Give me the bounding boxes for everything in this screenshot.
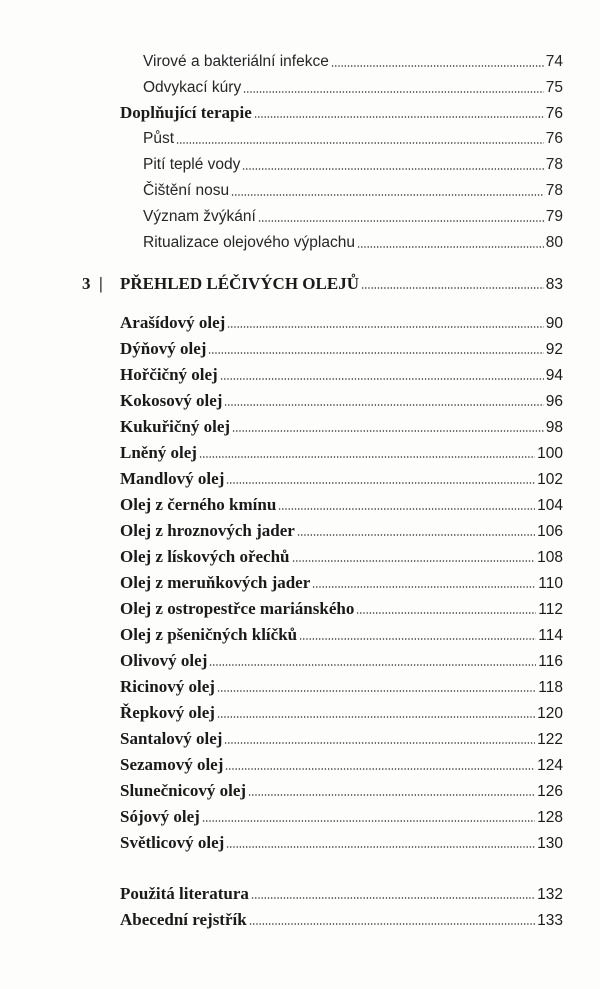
dot-leader	[297, 534, 535, 536]
oil-entry[interactable]	[120, 598, 563, 620]
page-number: 96	[545, 393, 563, 410]
dot-leader	[331, 65, 544, 67]
dot-leader	[199, 456, 535, 458]
chapter-number: 3 |	[82, 274, 103, 293]
oil-entry[interactable]	[120, 364, 563, 386]
dot-leader	[226, 846, 535, 848]
page-number: 78	[545, 156, 563, 173]
oil-entry[interactable]	[120, 520, 563, 542]
dot-leader	[243, 91, 544, 93]
oil-entry[interactable]	[120, 832, 563, 854]
entry-title: Doplňující terapie	[120, 103, 252, 122]
page-number: 92	[545, 341, 563, 358]
dot-leader	[299, 638, 536, 640]
entry-title: Olej z lískových ořechů	[120, 547, 290, 566]
oil-entry[interactable]	[120, 468, 563, 490]
page-number: 98	[545, 419, 563, 436]
page-number: 106	[537, 523, 563, 540]
page-number: 102	[537, 471, 563, 488]
subsection-entry[interactable]	[143, 77, 563, 99]
page-number: 120	[537, 705, 563, 722]
page-number: 124	[537, 757, 563, 774]
entry-title: Abecední rejstřík	[120, 910, 247, 929]
entry-title: Virové a bakteriální infekce	[143, 53, 329, 70]
page-number: 114	[538, 627, 563, 644]
dot-leader	[176, 142, 544, 144]
entry-title: Lněný olej	[120, 443, 197, 462]
oil-entry[interactable]	[120, 494, 563, 516]
dot-leader	[258, 220, 544, 222]
dot-leader	[231, 194, 544, 196]
oil-entry[interactable]	[120, 806, 563, 828]
entry-title: Sójový olej	[120, 807, 200, 826]
entry-title: Olej z černého kmínu	[120, 495, 277, 514]
dot-leader	[278, 508, 535, 510]
dot-leader	[248, 794, 535, 796]
page-number: 133	[537, 912, 563, 929]
dot-leader	[361, 287, 544, 289]
oil-entry[interactable]	[120, 650, 563, 672]
chapter-title: PŘEHLED LÉČIVÝCH OLEJŮ	[120, 274, 359, 293]
subsection-entry[interactable]	[143, 206, 563, 228]
dot-leader	[232, 430, 544, 432]
entry-title: Čištění nosu	[143, 182, 230, 199]
oil-entry[interactable]	[120, 390, 563, 412]
page-number: 80	[545, 234, 563, 251]
entry-title: Ritualizace olejového výplachu	[143, 234, 355, 251]
entry-title: Ricinový olej	[120, 677, 215, 696]
page-number: 83	[545, 276, 563, 293]
dot-leader	[226, 482, 535, 484]
page-number: 90	[545, 315, 563, 332]
dot-leader	[202, 820, 535, 822]
dot-leader	[249, 923, 535, 925]
subsection-entry[interactable]	[143, 232, 563, 254]
oil-entry[interactable]	[120, 676, 563, 698]
entry-title: Dýňový olej	[120, 339, 207, 358]
entry-title: Santalový olej	[120, 729, 223, 748]
dot-leader	[208, 352, 543, 354]
page-number: 128	[537, 809, 563, 826]
entry-title: Půst	[143, 130, 175, 147]
dot-leader	[209, 664, 536, 666]
oil-entry[interactable]	[120, 416, 563, 438]
page-number: 122	[537, 731, 563, 748]
entry-title: Odvykací kúry	[143, 79, 242, 96]
entry-title: Pití teplé vody	[143, 156, 241, 173]
page-number: 126	[537, 783, 563, 800]
entry-title: Olej z ostropestřce mariánského	[120, 599, 355, 618]
page-number: 76	[545, 130, 563, 147]
dot-leader	[217, 716, 535, 718]
page-number: 116	[538, 653, 563, 670]
page-number: 79	[545, 208, 563, 225]
page-number: 75	[545, 79, 563, 96]
page-number: 112	[538, 601, 563, 618]
entry-title: Slunečnicový olej	[120, 781, 247, 800]
entry-title: Olej z hroznových jader	[120, 521, 295, 540]
dot-leader	[227, 326, 543, 328]
dot-leader	[312, 586, 536, 588]
oil-entry[interactable]	[120, 702, 563, 724]
oil-entry[interactable]	[120, 780, 563, 802]
page-number: 118	[538, 679, 563, 696]
entry-title: Arašídový olej	[120, 313, 226, 332]
oil-entry[interactable]	[120, 624, 563, 646]
oil-entry[interactable]	[120, 442, 563, 464]
entry-title: Hořčičný olej	[120, 365, 218, 384]
page-number: 76	[545, 105, 563, 122]
page-number: 130	[537, 835, 563, 852]
entry-title: Sezamový olej	[120, 755, 224, 774]
oil-entry[interactable]	[120, 546, 563, 568]
entry-title: Kukuřičný olej	[120, 417, 231, 436]
back-matter-entry[interactable]	[120, 883, 563, 905]
page-number: 78	[545, 182, 563, 199]
dot-leader	[224, 742, 535, 744]
dot-leader	[357, 246, 544, 248]
dot-leader	[242, 168, 543, 170]
page-number: 132	[537, 886, 563, 903]
oil-entry[interactable]	[120, 572, 563, 594]
subsection-entry[interactable]	[143, 128, 563, 150]
entry-title: Kokosový olej	[120, 391, 223, 410]
page-number: 74	[545, 53, 563, 70]
dot-leader	[220, 378, 544, 380]
oil-entry[interactable]	[120, 338, 563, 360]
page-number: 104	[537, 497, 563, 514]
oil-entry[interactable]	[120, 754, 563, 776]
entry-title: Řepkový olej	[120, 703, 215, 722]
entry-title: Mandlový olej	[120, 469, 225, 488]
subsection-entry[interactable]	[143, 180, 563, 202]
entry-title: Olej z meruňkových jader	[120, 573, 311, 592]
dot-leader	[356, 612, 536, 614]
subsection-entry[interactable]	[143, 51, 563, 73]
entry-title: Olej z pšeničných klíčků	[120, 625, 298, 644]
page-number: 100	[537, 445, 563, 462]
page-number: 94	[545, 367, 563, 384]
page-number: 110	[538, 575, 563, 592]
entry-title: Olivový olej	[120, 651, 208, 670]
dot-leader	[217, 690, 536, 692]
oil-entry[interactable]	[120, 312, 563, 334]
page-number: 108	[537, 549, 563, 566]
dot-leader	[225, 768, 535, 770]
dot-leader	[224, 404, 543, 406]
back-matter-entry[interactable]	[120, 909, 563, 931]
entry-title: Použitá literatura	[120, 884, 249, 903]
subsection-entry[interactable]	[143, 154, 563, 176]
oil-entry[interactable]	[120, 728, 563, 750]
chapter-3-entry[interactable]	[82, 273, 563, 295]
section-entry[interactable]	[120, 102, 563, 124]
dot-leader	[292, 560, 536, 562]
dot-leader	[251, 897, 535, 899]
dot-leader	[254, 116, 544, 118]
entry-title: Světlicový olej	[120, 833, 225, 852]
entry-title: Význam žvýkání	[143, 208, 256, 225]
